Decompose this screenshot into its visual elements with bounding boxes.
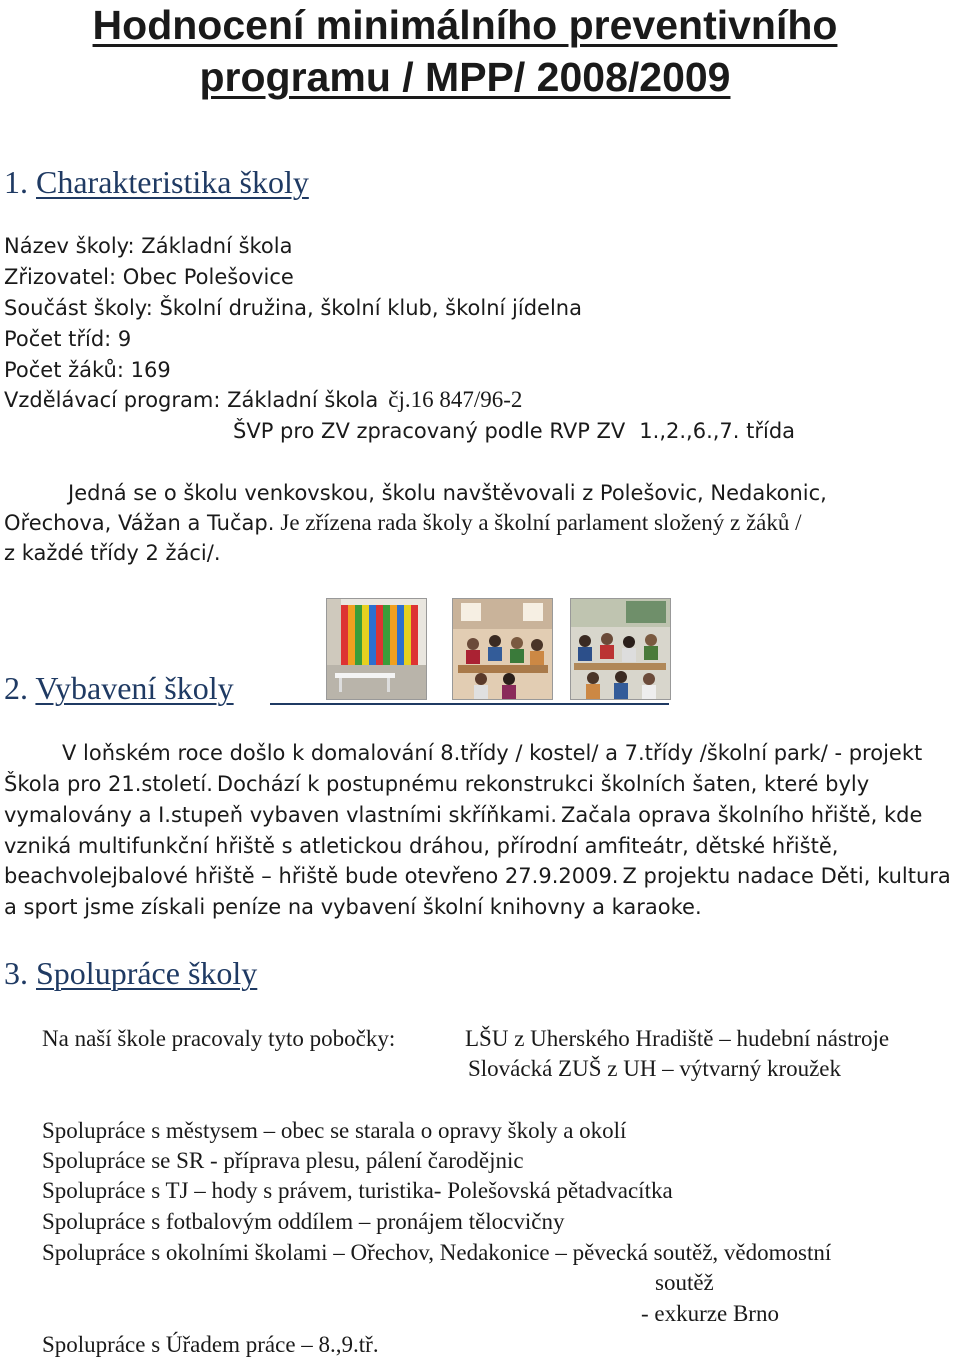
equipment-line2 <box>4 769 869 799</box>
program-label: Vzdělávací program: Základní škola <box>4 388 379 412</box>
coop-nearby-schools-cont: soutěž <box>655 1270 714 1295</box>
equipment-line2-b: Dochází k postupnému rekonstrukci školních šaten, které byly <box>216 772 870 796</box>
field-class-count: Počet tříd: 9 <box>4 327 132 351</box>
equipment-line3-b: Začala oprava školního hřiště, kde <box>561 803 923 827</box>
document-title-line1: Hodnocení minimálního preventivního <box>92 2 838 48</box>
section3-heading <box>4 955 257 991</box>
section1-title: Charakteristika školy <box>36 164 309 200</box>
school-description-line1: Jedná se o školu venkovskou, školu navštěvovali z Polešovic, Nedakonic, <box>68 481 827 505</box>
section3-number: 3. <box>4 955 28 991</box>
section3-title: Spolupráce školy <box>36 955 258 991</box>
section2-heading-underline <box>270 703 669 705</box>
branch-lsu: LŠU z Uherského Hradiště – hudební nástroje <box>465 1026 890 1051</box>
equipment-line5-a: beachvolejbalové hřiště – hřiště bude otevřeno 27.9.2009. <box>4 864 619 888</box>
coop-football-club: Spolupráce s fotbalovým oddílem – pronájem tělocvičny <box>42 1209 565 1234</box>
equipment-line3 <box>4 800 922 830</box>
program-classes: 1.,2.,6.,7. třída <box>639 419 796 443</box>
equipment-line1: V loňském roce došlo k domalování 8.třídy / kostel/ a 7.třídy /školní park/ - projekt <box>62 741 923 765</box>
equipment-line4: vzniká multifunkční hřiště s atletickou dráhou, přírodní amfiteátr, dětské hřiště, <box>4 834 839 858</box>
section2-title: Vybavení školy <box>35 670 234 706</box>
equipment-line2-a: Škola pro 21.století. <box>4 772 213 796</box>
school-description-line3: z každé třídy 2 žáci/. <box>4 541 221 565</box>
field-school-parts: Součást školy: Školní družina, školní klub, školní jídelna <box>4 296 582 320</box>
classroom-students-photo-2 <box>570 598 671 700</box>
section1-heading <box>4 164 309 200</box>
field-school-name: Název školy: Základní škola <box>4 234 293 258</box>
branch-zus: Slovácká ZUŠ z UH – výtvarný kroužek <box>468 1056 842 1081</box>
field-founder: Zřizovatel: Obec Polešovice <box>4 265 294 289</box>
school-description-line2 <box>4 508 802 538</box>
field-program-line2 <box>233 416 795 446</box>
section2-heading <box>4 670 234 706</box>
classroom-students-photo-1 <box>452 598 553 700</box>
section2-number: 2. <box>4 670 28 706</box>
equipment-line5-b: Z projektu nadace Děti, kultura <box>622 864 951 888</box>
school-hallway-lockers-photo <box>326 598 427 700</box>
field-program <box>4 385 522 415</box>
document-title-line2: programu / MPP/ 2008/2009 <box>199 54 731 100</box>
equipment-line6: a sport jsme získali peníze na vybavení školní knihovny a karaoke. <box>4 895 702 919</box>
school-description-villages: Ořechova, Vážan a Tučap. <box>4 511 275 535</box>
branches-label: Na naší škole pracovaly tyto pobočky: <box>42 1026 396 1051</box>
equipment-line3-a: vymalovány a I.stupeň vybaven vlastními skříňkami. <box>4 803 558 827</box>
equipment-line5 <box>4 861 951 891</box>
coop-municipality: Spolupráce s městysem – obec se starala o opravy školy a okolí <box>42 1118 627 1143</box>
coop-labour-office: Spolupráce s Úřadem práce – 8.,9.tř. <box>42 1332 379 1357</box>
program-svp: ŠVP pro ZV zpracovaný podle RVP ZV <box>233 419 626 443</box>
coop-nearby-schools: Spolupráce s okolními školami – Ořechov, Nedakonice – pěvecká soutěž, vědomostní <box>42 1240 832 1265</box>
coop-excursion: - exkurze Brno <box>641 1301 779 1326</box>
program-ref: čj.16 847/96-2 <box>388 387 523 412</box>
section1-number: 1. <box>4 164 28 200</box>
coop-sports-club: Spolupráce s TJ – hody s právem, turistika- Polešovská pětadvacítka <box>42 1178 673 1203</box>
field-pupil-count: Počet žáků: 169 <box>4 358 171 382</box>
coop-parents-council: Spolupráce se SR - příprava plesu, pálení čarodějnic <box>42 1148 524 1173</box>
school-description-council: Je zřízena rada školy a školní parlament složený z žáků / <box>280 510 802 535</box>
